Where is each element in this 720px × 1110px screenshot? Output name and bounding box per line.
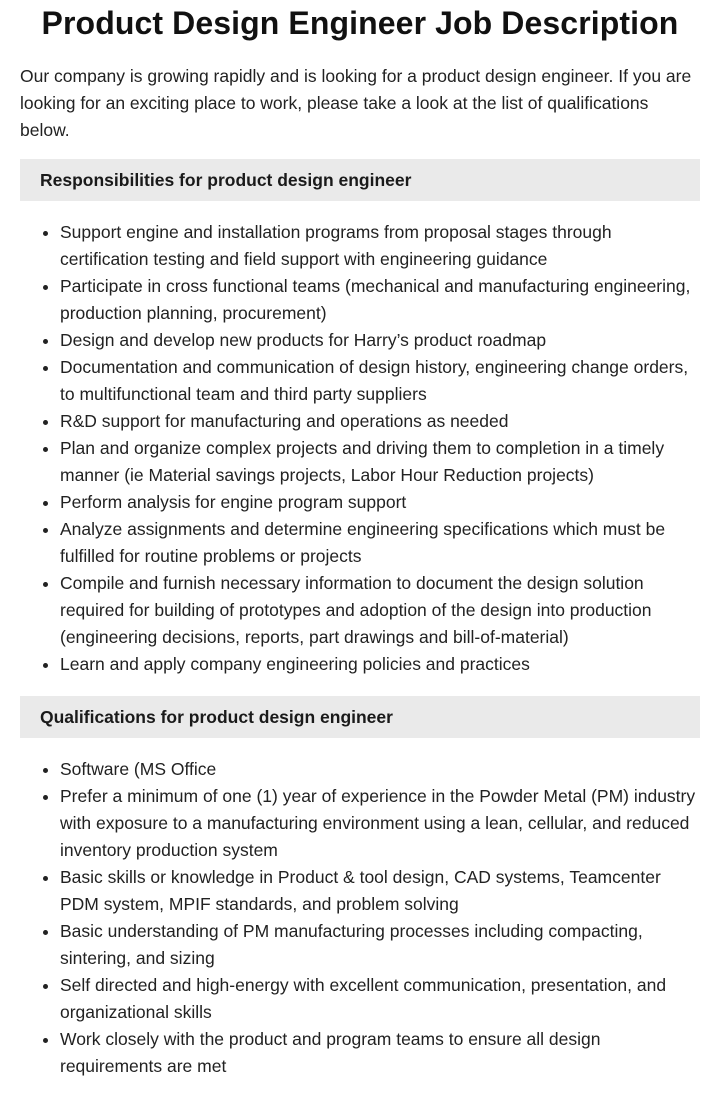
list-item: • Basic understanding of PM manufacturing processes including compacting, sintering, and sizing <box>60 918 700 972</box>
responsibilities-list <box>20 219 700 678</box>
list-item: • Work closely with the product and program teams to ensure all design requirements are met <box>60 1026 700 1080</box>
list-item: • Perform analysis for engine program support <box>60 489 700 516</box>
page-title: Product Design Engineer Job Description <box>41 5 679 41</box>
intro-paragraph: Our company is growing rapidly and is looking for a product design engineer. If you are looking for an exciting place to work, please take a look at the list of qualifications below. <box>20 66 692 140</box>
responsibilities-header: Responsibilities for product design engineer <box>20 159 700 201</box>
list-item: • Self directed and high-energy with excellent communication, presentation, and organizational skills <box>60 972 700 1026</box>
list-item: • Documentation and communication of design history, engineering change orders, to multifunctional team and third party suppliers <box>60 354 700 408</box>
list-item: • Design and develop new products for Harry’s product roadmap <box>60 327 700 354</box>
list-item: • Support engine and installation programs from proposal stages through certification testing and field support with engineering guidance <box>60 219 700 273</box>
list-item: • Prefer a minimum of one (1) year of experience in the Powder Metal (PM) industry with exposure to a manufacturing environment using a lean, cellular, and reduced inventory production system <box>60 783 700 864</box>
list-item: • R&D support for manufacturing and operations as needed <box>60 408 700 435</box>
list-item: • Software (MS Office <box>60 756 700 783</box>
list-item: • Basic skills or knowledge in Product & tool design, CAD systems, Teamcenter PDM system, MPIF standards, and problem solving <box>60 864 700 918</box>
list-item: • Plan and organize complex projects and driving them to completion in a timely manner (ie Material savings projects, Labor Hour Reduction projects) <box>60 435 700 489</box>
list-item: • Analyze assignments and determine engineering specifications which must be fulfilled for routine problems or projects <box>60 516 700 570</box>
list-item: • Compile and furnish necessary information to document the design solution required for building of prototypes and adoption of the design into production (engineering decisions, reports, part drawings and bill-of-material) <box>60 570 700 651</box>
qualifications-header: Qualifications for product design engineer <box>20 696 700 738</box>
list-item: • Learn and apply company engineering policies and practices <box>60 651 700 678</box>
qualifications-list <box>20 756 700 1080</box>
list-item: • Participate in cross functional teams (mechanical and manufacturing engineering, production planning, procurement) <box>60 273 700 327</box>
